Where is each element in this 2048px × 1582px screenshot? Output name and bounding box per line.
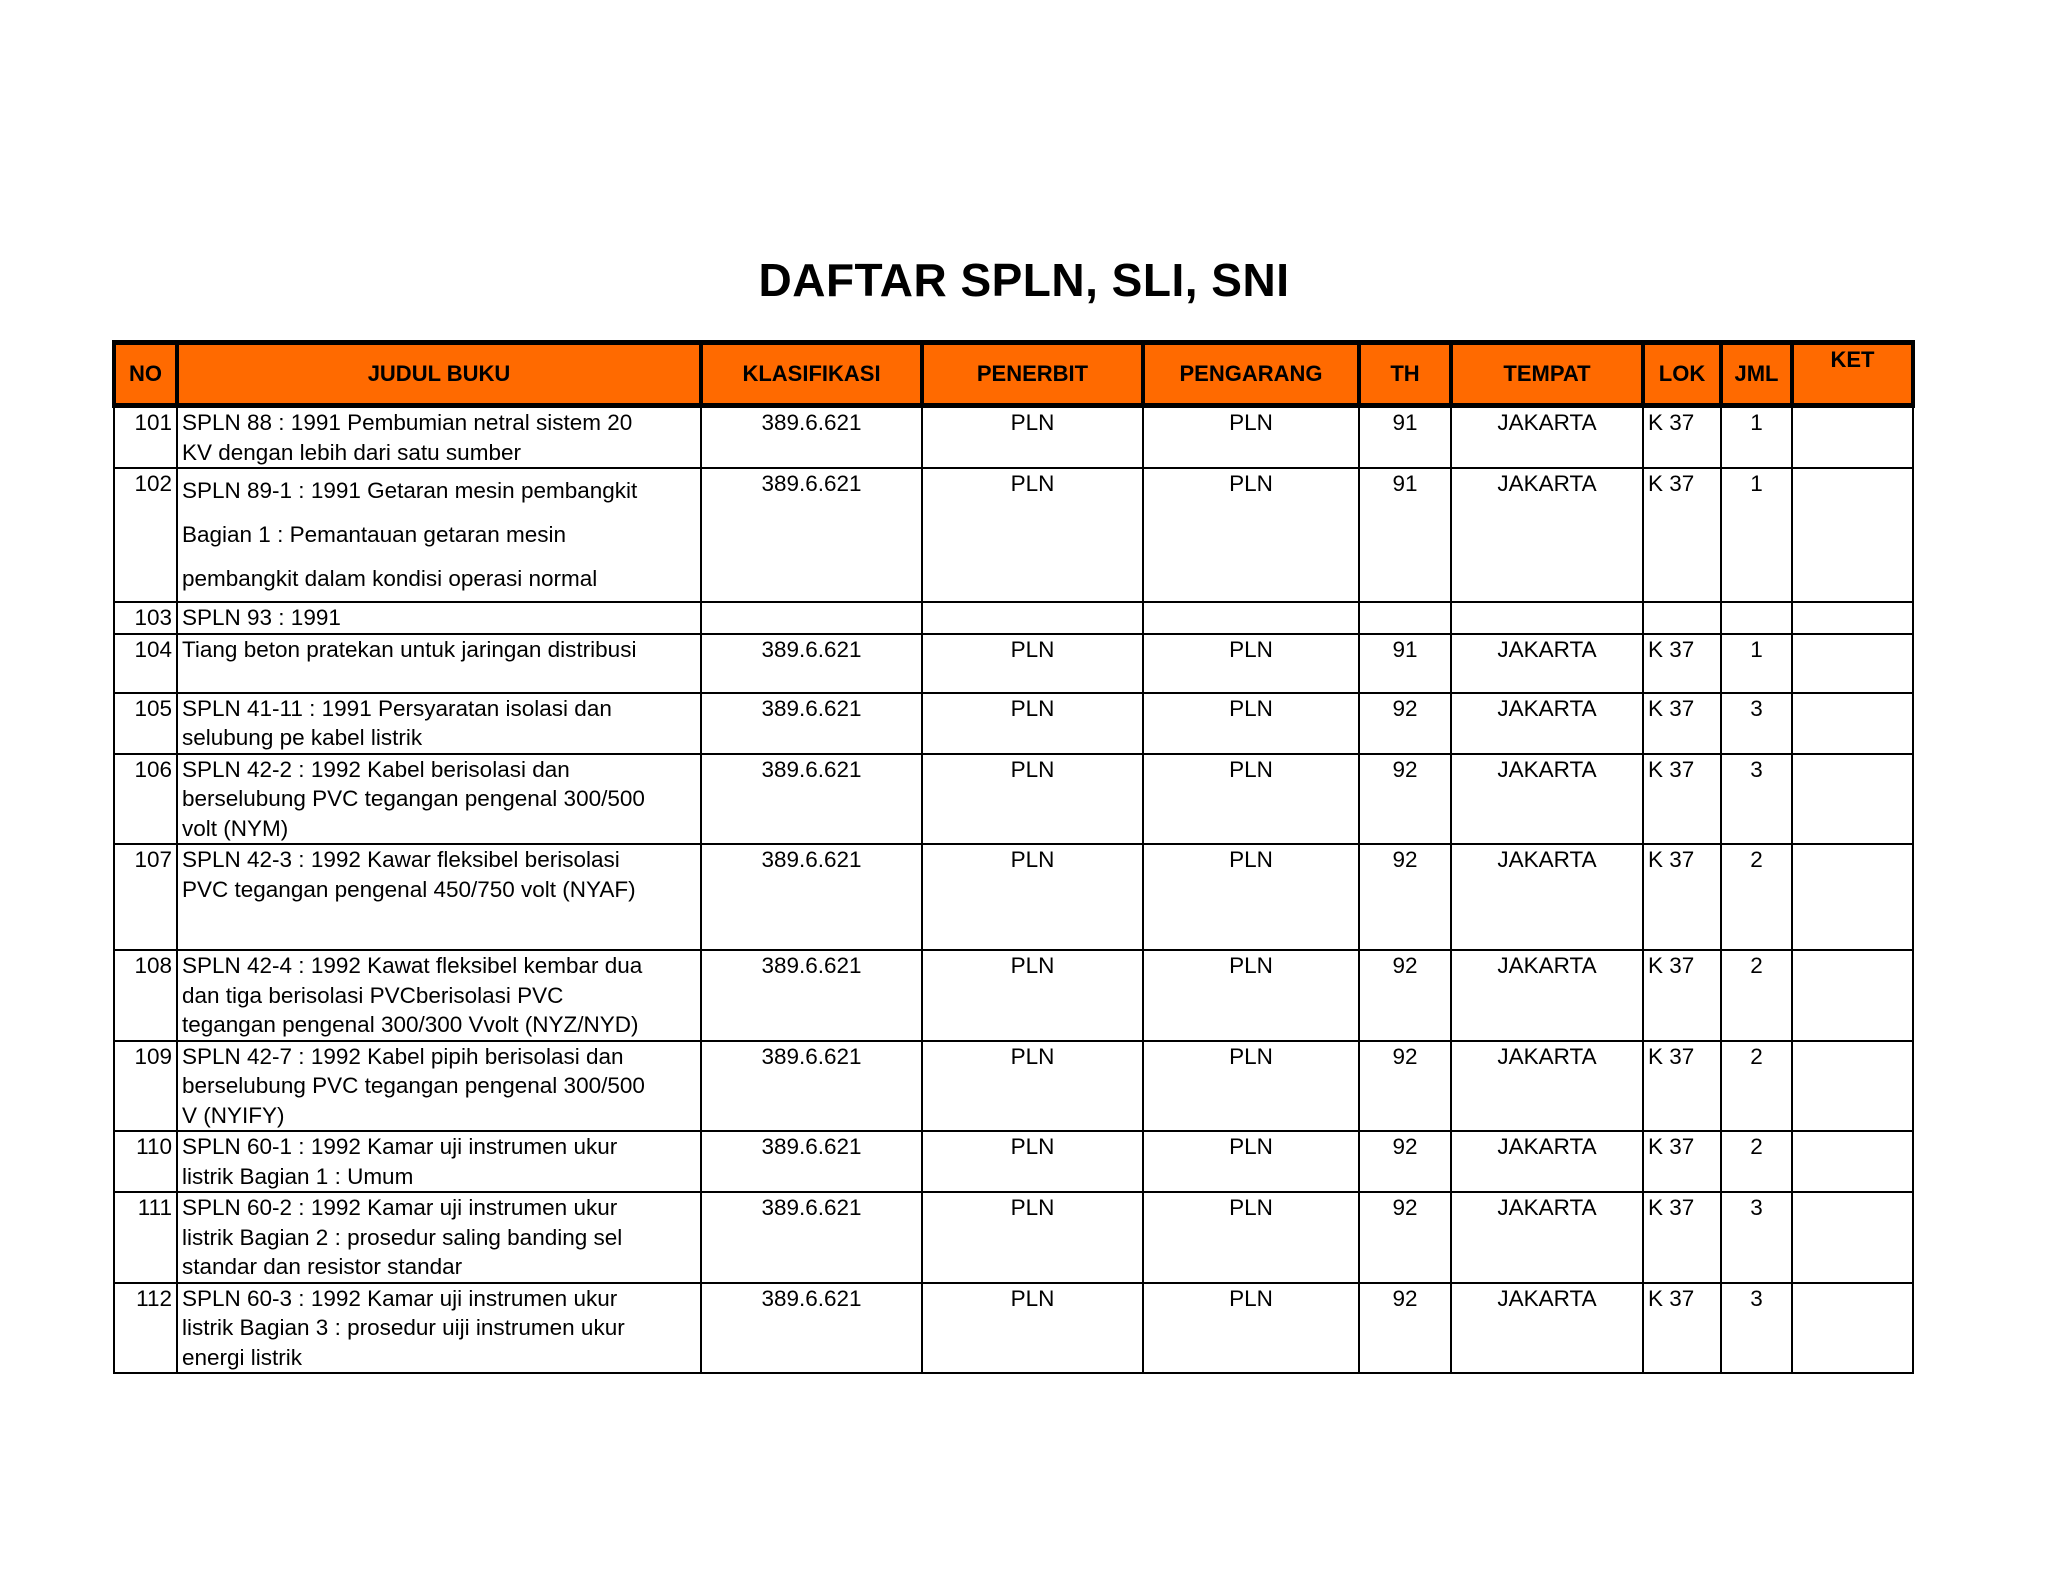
cell-tempat: JAKARTA [1451,950,1643,1041]
column-header-no: NO [114,343,177,406]
cell-penerbit: PLN [922,844,1143,950]
cell-judul [177,1283,701,1374]
header-row [114,343,1913,406]
cell-pengarang: PLN [1143,844,1359,950]
table-row [114,950,1913,1041]
cell-klasifikasi [701,602,922,634]
cell-klasifikasi: 389.6.621 [701,1041,922,1132]
cell-no: 109 [114,1041,177,1132]
judul-line: SPLN 60-2 : 1992 Kamar uji instrumen ukur [182,1195,618,1220]
cell-ket [1792,754,1913,845]
cell-ket [1792,950,1913,1041]
column-header-th: TH [1359,343,1451,406]
judul-line: SPLN 41-11 : 1991 Persyaratan isolasi dan [182,695,612,721]
cell-pengarang: PLN [1143,1192,1359,1283]
cell-ket [1792,1131,1913,1192]
column-header-lok: LOK [1643,343,1721,406]
column-header-tempat: TEMPAT [1451,343,1643,406]
cell-th: 91 [1359,634,1451,693]
cell-no: 107 [114,844,177,950]
cell-pengarang [1143,602,1359,634]
cell-lok: K 37 [1643,634,1721,693]
cell-jml: 2 [1721,844,1792,950]
table-row [114,693,1913,754]
cell-tempat: JAKARTA [1451,754,1643,845]
cell-ket [1792,602,1913,634]
cell-th: 92 [1359,844,1451,950]
judul-line: Tiang beton pratekan untuk jaringan distribusi [182,636,637,662]
cell-lok: K 37 [1643,1192,1721,1283]
judul-line: PVC tegangan pengenal 450/750 volt (NYAF) [182,876,636,902]
cell-klasifikasi: 389.6.621 [701,950,922,1041]
cell-pengarang: PLN [1143,468,1359,602]
cell-pengarang: PLN [1143,1041,1359,1132]
column-header-pengarang: PENGARANG [1143,343,1359,406]
judul-line: pembangkit dalam kondisi operasi normal [182,566,598,591]
judul-line: listrik Bagian 3 : prosedur uiji instrumen ukur [182,1315,625,1340]
cell-ket [1792,1192,1913,1283]
cell-jml: 3 [1721,1283,1792,1374]
cell-jml: 3 [1721,1192,1792,1283]
cell-pengarang: PLN [1143,754,1359,845]
cell-klasifikasi: 389.6.621 [701,1192,922,1283]
cell-pengarang: PLN [1143,1131,1359,1192]
cell-th: 92 [1359,754,1451,845]
cell-jml: 3 [1721,754,1792,845]
table-row [114,1283,1913,1374]
cell-th [1359,602,1451,634]
cell-no: 101 [114,406,177,469]
table-row [114,754,1913,845]
cell-lok: K 37 [1643,950,1721,1041]
column-header-ket: KET [1792,343,1913,406]
judul-line: listrik Bagian 1 : Umum [182,1163,414,1189]
cell-judul [177,1131,701,1192]
cell-judul [177,1041,701,1132]
cell-tempat: JAKARTA [1451,844,1643,950]
cell-jml: 1 [1721,634,1792,693]
cell-lok: K 37 [1643,1283,1721,1374]
cell-no: 112 [114,1283,177,1374]
cell-jml: 1 [1721,468,1792,602]
judul-line: dan tiga berisolasi PVCberisolasi PVC [182,982,564,1008]
cell-judul [177,602,701,634]
cell-jml: 1 [1721,406,1792,469]
cell-no: 106 [114,754,177,845]
judul-line: SPLN 89-1 : 1991 Getaran mesin pembangkit [182,478,638,503]
cell-penerbit: PLN [922,406,1143,469]
cell-pengarang: PLN [1143,406,1359,469]
cell-lok: K 37 [1643,406,1721,469]
judul-line: energi listrik [182,1344,303,1370]
cell-lok: K 37 [1643,844,1721,950]
cell-ket [1792,406,1913,469]
table-row [114,468,1913,602]
cell-tempat: JAKARTA [1451,406,1643,469]
cell-pengarang: PLN [1143,693,1359,754]
cell-no: 104 [114,634,177,693]
cell-klasifikasi: 389.6.621 [701,1131,922,1192]
cell-ket [1792,693,1913,754]
cell-no: 103 [114,602,177,634]
cell-klasifikasi: 389.6.621 [701,693,922,754]
cell-penerbit: PLN [922,634,1143,693]
judul-line: berselubung PVC tegangan pengenal 300/500 [182,1073,645,1098]
cell-klasifikasi: 389.6.621 [701,754,922,845]
cell-tempat: JAKARTA [1451,1192,1643,1283]
cell-judul [177,950,701,1041]
cell-tempat: JAKARTA [1451,1041,1643,1132]
judul-line: berselubung PVC tegangan pengenal 300/500 [182,786,645,811]
cell-tempat [1451,602,1643,634]
cell-th: 92 [1359,1283,1451,1374]
judul-line: SPLN 42-7 : 1992 Kabel pipih berisolasi dan [182,1043,624,1069]
cell-lok: K 37 [1643,1041,1721,1132]
cell-jml: 2 [1721,1131,1792,1192]
judul-line: SPLN 60-3 : 1992 Kamar uji instrumen ukur [182,1285,618,1311]
cell-klasifikasi: 389.6.621 [701,844,922,950]
judul-line: KV dengan lebih dari satu sumber [182,439,521,465]
page-title: DAFTAR SPLN, SLI, SNI [758,254,1290,306]
judul-line: SPLN 93 : 1991 [182,605,341,630]
judul-line: V (NYIFY) [182,1102,285,1128]
cell-ket [1792,1041,1913,1132]
cell-th: 91 [1359,406,1451,469]
cell-jml: 2 [1721,950,1792,1041]
cell-lok: K 37 [1643,468,1721,602]
cell-lok: K 37 [1643,1131,1721,1192]
cell-pengarang: PLN [1143,1283,1359,1374]
column-header-jml: JML [1721,343,1792,406]
table-row [114,844,1913,950]
table-row [114,1041,1913,1132]
table-row [114,634,1913,693]
judul-line: tegangan pengenal 300/300 Vvolt (NYZ/NYD) [182,1012,639,1037]
cell-jml [1721,602,1792,634]
cell-no: 105 [114,693,177,754]
cell-judul [177,844,701,950]
cell-penerbit: PLN [922,468,1143,602]
cell-ket [1792,468,1913,602]
column-header-judul: JUDUL BUKU [177,343,701,406]
cell-penerbit: PLN [922,1041,1143,1132]
cell-judul [177,406,701,469]
judul-line: Bagian 1 : Pemantauan getaran mesin [182,522,567,547]
cell-penerbit: PLN [922,1131,1143,1192]
cell-lok: K 37 [1643,754,1721,845]
cell-judul [177,1192,701,1283]
cell-jml: 3 [1721,693,1792,754]
judul-line: SPLN 88 : 1991 Pembumian netral sistem 20 [182,410,633,435]
cell-tempat: JAKARTA [1451,1283,1643,1374]
cell-th: 92 [1359,1131,1451,1192]
cell-judul [177,468,701,602]
table-row [114,1192,1913,1283]
cell-klasifikasi: 389.6.621 [701,468,922,602]
cell-penerbit: PLN [922,950,1143,1041]
judul-line: volt (NYM) [182,815,289,841]
judul-line: SPLN 42-4 : 1992 Kawat fleksibel kembar dua [182,953,643,978]
cell-klasifikasi: 389.6.621 [701,634,922,693]
table-row [114,406,1913,469]
judul-line: standar dan resistor standar [182,1254,463,1279]
cell-jml: 2 [1721,1041,1792,1132]
cell-penerbit: PLN [922,693,1143,754]
judul-line: SPLN 42-3 : 1992 Kawar fleksibel berisolasi [182,847,620,872]
judul-line: SPLN 60-1 : 1992 Kamar uji instrumen ukur [182,1134,618,1159]
cell-ket [1792,844,1913,950]
judul-line: listrik Bagian 2 : prosedur saling banding sel [182,1224,623,1250]
cell-pengarang: PLN [1143,634,1359,693]
cell-no: 102 [114,468,177,602]
cell-tempat: JAKARTA [1451,468,1643,602]
cell-tempat: JAKARTA [1451,693,1643,754]
cell-ket [1792,1283,1913,1374]
column-header-klasifikasi: KLASIFIKASI [701,343,922,406]
judul-line: selubung pe kabel listrik [182,725,423,750]
cell-th: 92 [1359,1041,1451,1132]
table-row [114,602,1913,634]
cell-no: 110 [114,1131,177,1192]
column-header-penerbit: PENERBIT [922,343,1143,406]
cell-lok [1643,602,1721,634]
cell-no: 108 [114,950,177,1041]
cell-th: 92 [1359,950,1451,1041]
cell-klasifikasi: 389.6.621 [701,406,922,469]
book-list-table [112,340,1915,1374]
cell-no: 111 [114,1192,177,1283]
cell-lok: K 37 [1643,693,1721,754]
cell-judul [177,634,701,693]
table-row [114,1131,1913,1192]
cell-klasifikasi: 389.6.621 [701,1283,922,1374]
cell-penerbit: PLN [922,754,1143,845]
cell-penerbit [922,602,1143,634]
cell-th: 92 [1359,693,1451,754]
table-body [114,406,1913,1374]
cell-pengarang: PLN [1143,950,1359,1041]
judul-line: SPLN 42-2 : 1992 Kabel berisolasi dan [182,756,570,782]
cell-judul [177,754,701,845]
cell-penerbit: PLN [922,1192,1143,1283]
cell-th: 91 [1359,468,1451,602]
cell-penerbit: PLN [922,1283,1143,1374]
cell-tempat: JAKARTA [1451,1131,1643,1192]
cell-judul [177,693,701,754]
cell-ket [1792,634,1913,693]
cell-th: 92 [1359,1192,1451,1283]
cell-tempat: JAKARTA [1451,634,1643,693]
